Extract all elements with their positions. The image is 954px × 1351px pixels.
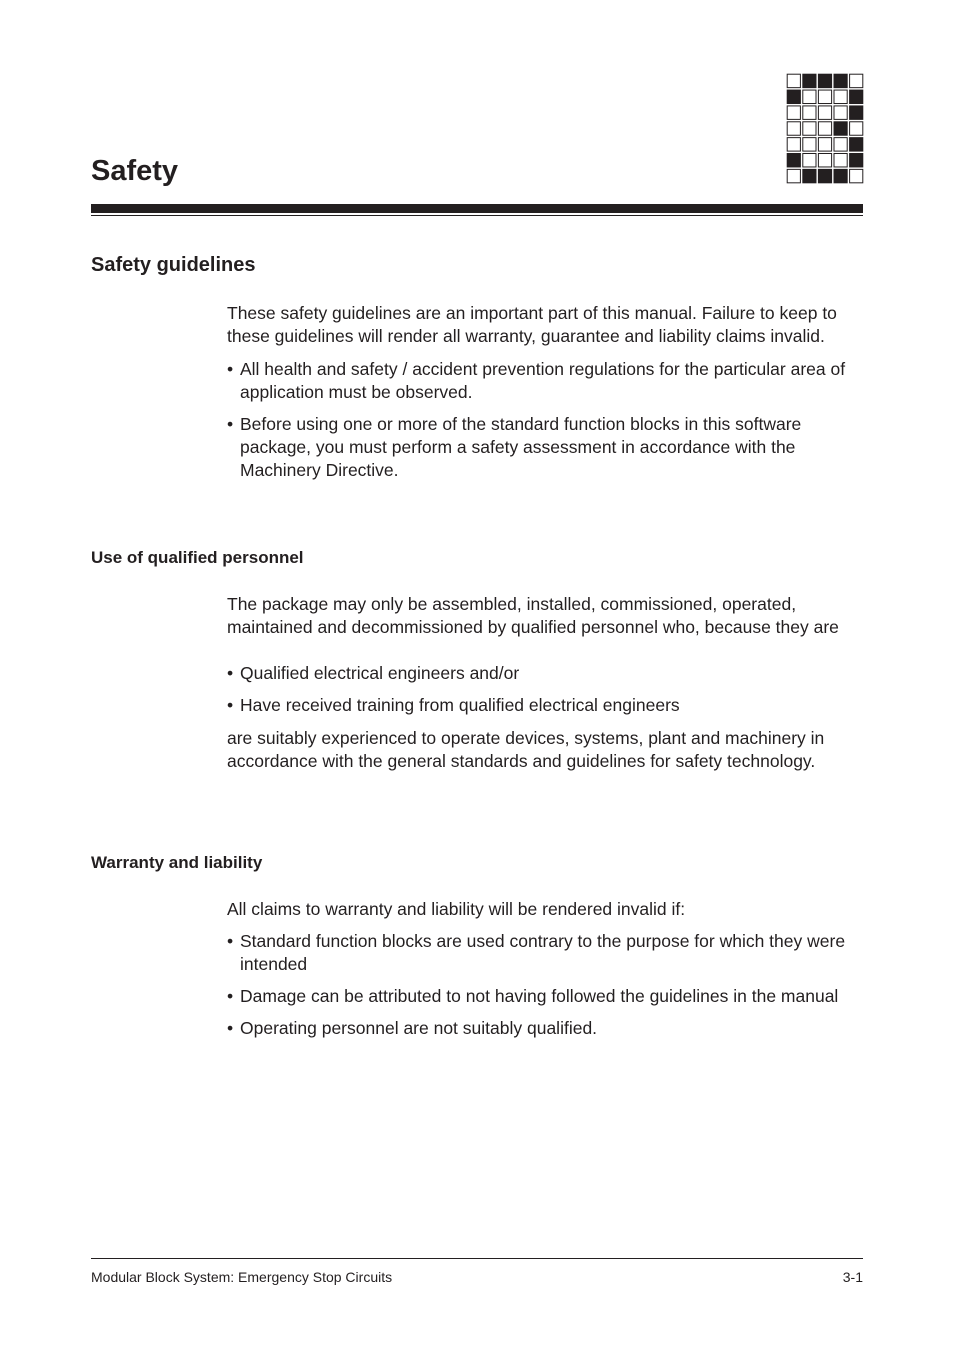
safety-guidelines-body (227, 302, 867, 482)
list-item-text: Have received training from qualified electrical engineers (240, 695, 680, 715)
list-item (227, 694, 867, 717)
section-heading-safety-guidelines: Safety guidelines (91, 254, 256, 276)
list-item-text: Standard function blocks are used contrary to the purpose for which they were intended (240, 931, 846, 974)
logo-square-empty (803, 106, 816, 119)
logo-square-filled (803, 169, 816, 182)
logo-square-empty (818, 106, 831, 119)
list-item (227, 985, 867, 1008)
logo-square-empty (787, 122, 800, 135)
list-item (227, 662, 867, 685)
subheading-qualified-personnel: Use of qualified personnel (91, 548, 304, 567)
bullet-marker: • (227, 359, 234, 379)
logo-square-empty (834, 90, 847, 103)
logo-square-filled (834, 169, 847, 182)
bullet-marker: • (227, 986, 234, 1006)
logo-square-filled (834, 122, 847, 135)
list-item-text: Qualified electrical engineers and/or (240, 663, 520, 683)
logo-square-empty (834, 106, 847, 119)
logo-square-empty (850, 169, 863, 182)
subheading-warranty-liability: Warranty and liability (91, 853, 263, 872)
paragraph: These safety guidelines are an important part of this manual. Failure to keep to these guidelines will render all warranty, guarantee and liability claims invalid. (227, 303, 837, 346)
paragraph: are suitably experienced to operate devices, systems, plant and machinery in accordance with the general standards and guidelines for safety technology. (227, 728, 825, 771)
logo-square-filled (850, 154, 863, 167)
logo-square-empty (803, 154, 816, 167)
paragraph: The package may only be assembled, installed, commissioned, operated, maintained and decommissioned by qualified personnel who, because they are (227, 594, 839, 637)
bullet-marker: • (227, 695, 234, 715)
logo-square-empty (787, 169, 800, 182)
logo-square-filled (850, 138, 863, 151)
bullet-marker: • (227, 1018, 234, 1038)
logo-square-filled (818, 169, 831, 182)
footer-rule (91, 1258, 863, 1259)
bullet-marker: • (227, 663, 234, 683)
logo-square-empty (818, 138, 831, 151)
chapter-title: Safety (91, 155, 179, 187)
list-item-text: Operating personnel are not suitably qualified. (240, 1018, 598, 1038)
logo-square-empty (787, 74, 800, 87)
header-rule-thin (91, 215, 863, 216)
logo-square-filled (850, 106, 863, 119)
logo-square-empty (787, 106, 800, 119)
list-item (227, 930, 867, 976)
logo-square-filled (850, 90, 863, 103)
logo-square-empty (850, 122, 863, 135)
list-item-text: Before using one or more of the standard function blocks in this software package, you must perform a safety assessment in accordance with the Machinery Directive. (240, 414, 802, 480)
paragraph: All claims to warranty and liability will be rendered invalid if: (227, 899, 686, 919)
list-item (227, 358, 867, 404)
logo-square-empty (787, 138, 800, 151)
footer-document-title: Modular Block System: Emergency Stop Circuits (91, 1269, 393, 1285)
list-item (227, 413, 867, 482)
list-item (227, 1017, 867, 1040)
warranty-liability-body (227, 898, 867, 1040)
logo-square-empty (850, 74, 863, 87)
logo-square-filled (818, 74, 831, 87)
bullet-marker: • (227, 931, 234, 951)
logo-square-empty (818, 122, 831, 135)
logo-square-empty (834, 154, 847, 167)
logo-square-empty (818, 154, 831, 167)
logo-square-empty (803, 90, 816, 103)
list-item-text: Damage can be attributed to not having followed the guidelines in the manual (240, 986, 839, 1006)
block-grid-logo (786, 73, 864, 184)
logo-square-empty (818, 90, 831, 103)
logo-square-filled (787, 90, 800, 103)
header-rule-thick (91, 204, 863, 213)
logo-square-empty (803, 122, 816, 135)
logo-square-empty (803, 138, 816, 151)
logo-square-filled (834, 74, 847, 87)
qualified-personnel-body (227, 593, 867, 773)
footer-page-number: 3-1 (842, 1269, 863, 1285)
logo-square-empty (834, 138, 847, 151)
logo-square-filled (803, 74, 816, 87)
logo-square-filled (787, 154, 800, 167)
list-item-text: All health and safety / accident prevention regulations for the particular area of application must be observed. (240, 359, 846, 402)
bullet-marker: • (227, 414, 234, 434)
